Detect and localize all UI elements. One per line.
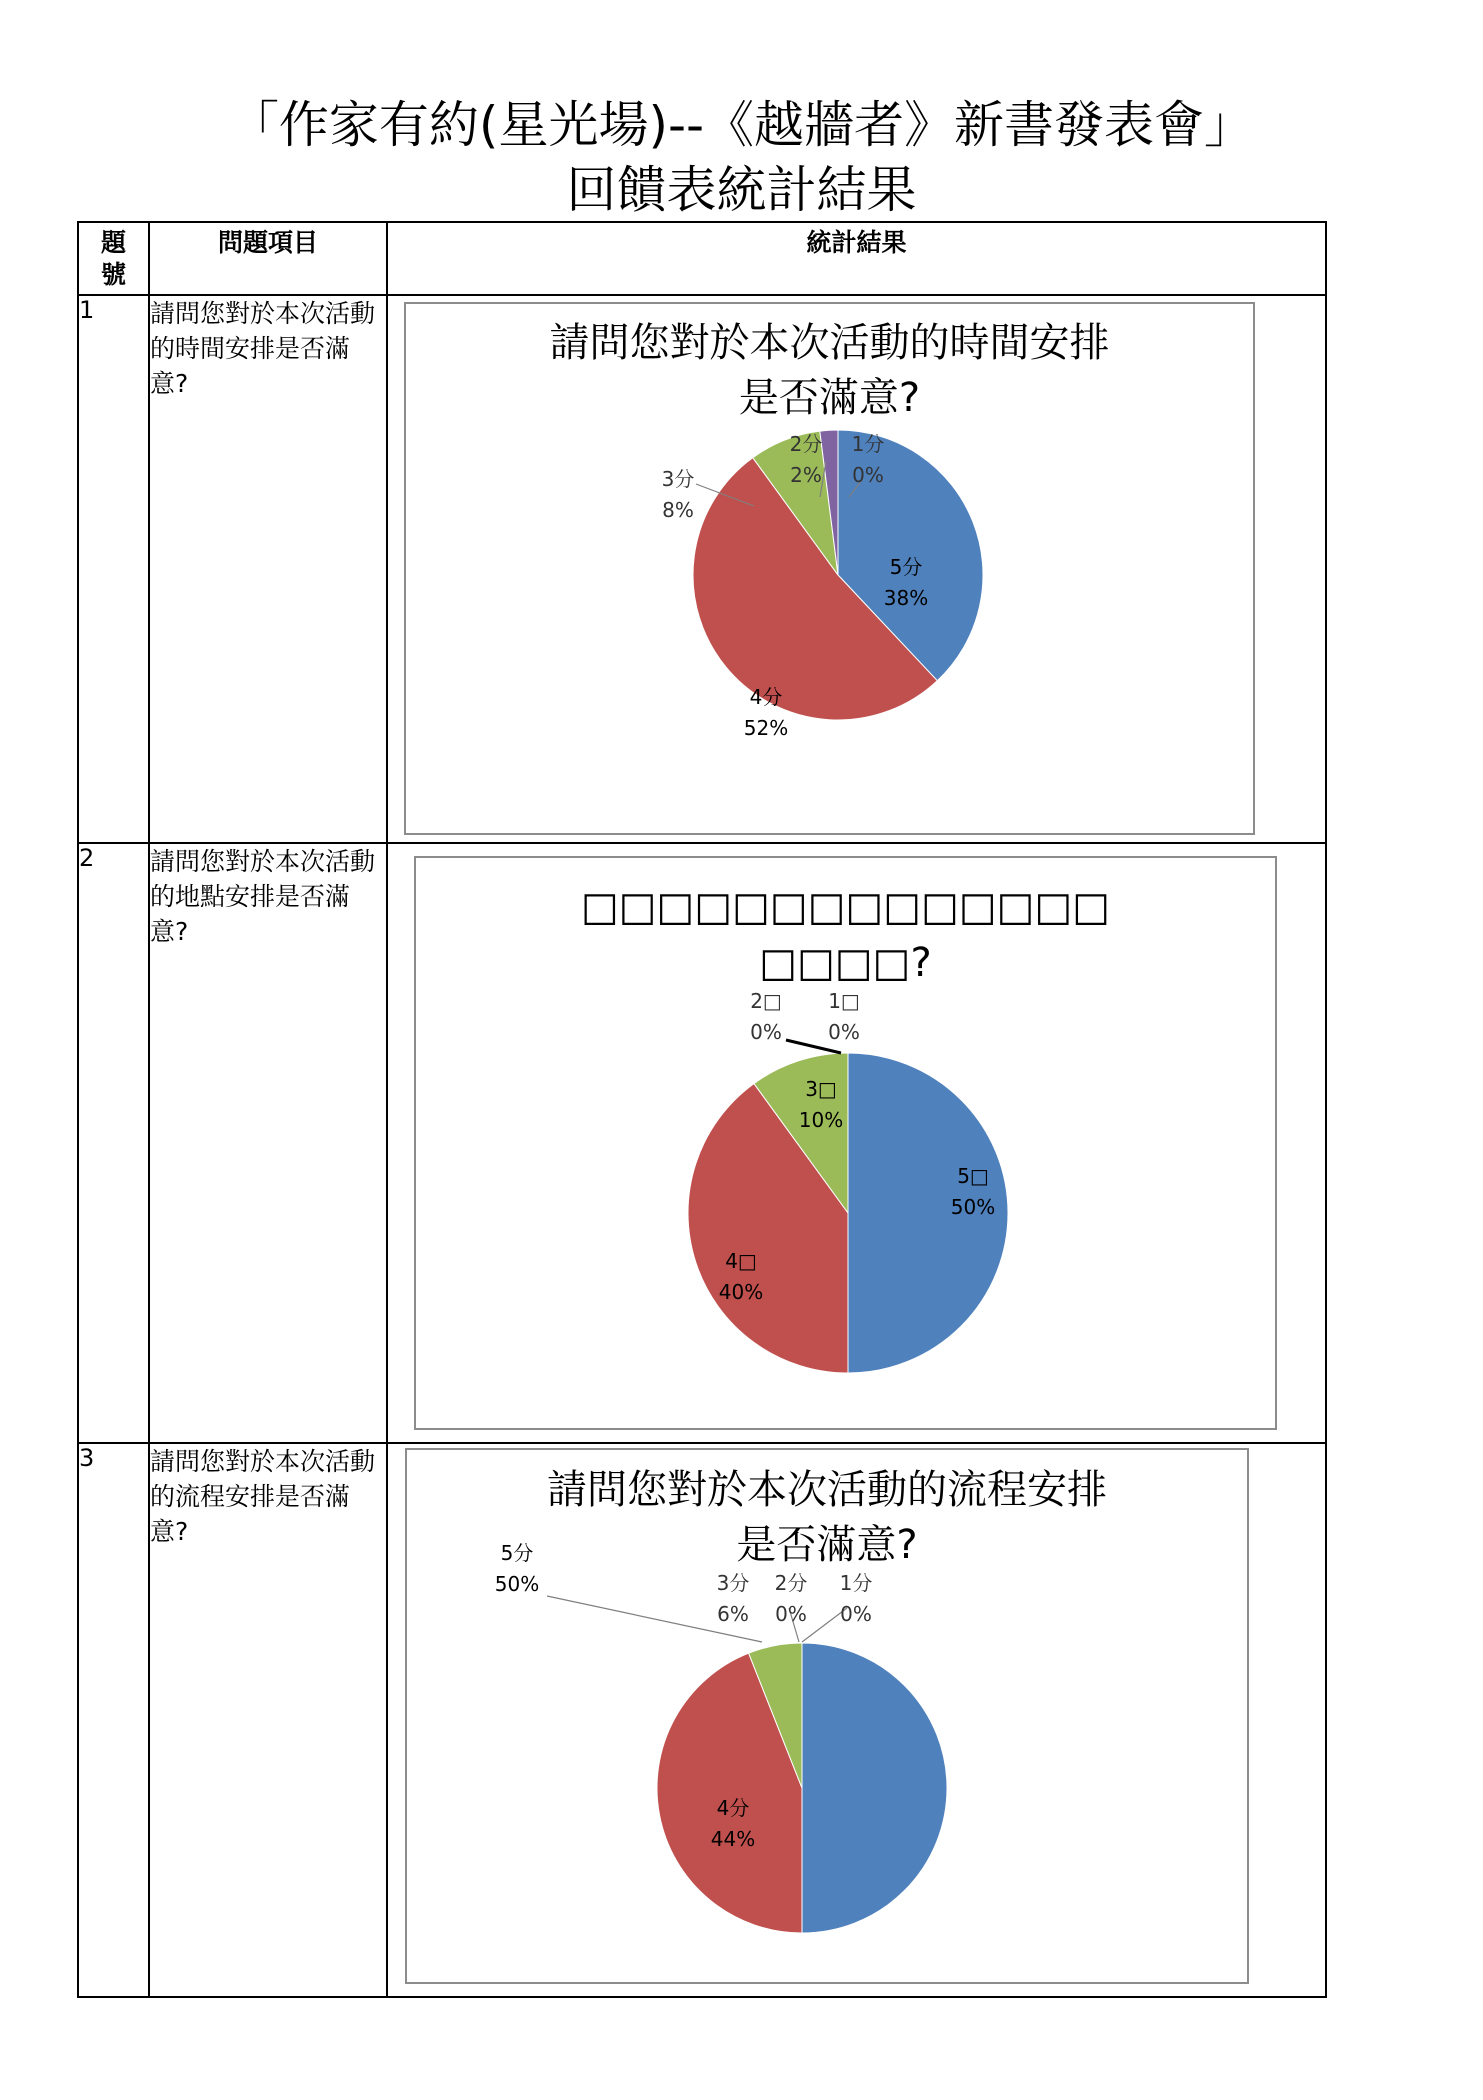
slice-value: 44% [710, 1827, 756, 1851]
question-text: 請問您對於本次活動的地點安排是否滿意? [149, 843, 387, 1443]
table-row [78, 843, 1326, 1443]
slice-value: 2% [790, 463, 822, 487]
question-text: 請問您對於本次活動的流程安排是否滿意? [149, 1443, 387, 1997]
feedback-table [77, 221, 1327, 1998]
slice-value: 50% [950, 1195, 996, 1219]
slice-label: 5分 [889, 555, 923, 579]
result-cell [387, 843, 1326, 1443]
row-number: 3 [78, 1443, 149, 1997]
row-number: 1 [78, 295, 149, 843]
result-cell [387, 295, 1326, 843]
slice-label: 2□ [750, 989, 782, 1013]
document-subtitle: 回饋表統計結果 [566, 161, 917, 219]
chart-title-line: 請問您對於本次活動的時間安排 [549, 320, 1110, 366]
slice-label: 1□ [828, 989, 860, 1013]
row-number: 2 [78, 843, 149, 1443]
header-result: 統計結果 [387, 222, 1326, 295]
table-row [78, 295, 1326, 843]
chart-title-line: 是否滿意? [736, 1522, 918, 1568]
slice-value: 50% [494, 1572, 540, 1596]
slice-label: 1分 [851, 432, 885, 456]
slice-value: 0% [750, 1020, 782, 1044]
slice-value: 6% [717, 1602, 749, 1626]
pie-chart-svg [416, 858, 1275, 1428]
slice-value: 38% [883, 586, 929, 610]
slice-label: 3分 [661, 467, 695, 491]
slice-value: 0% [840, 1602, 872, 1626]
slice-value: 0% [852, 463, 884, 487]
slice-label: 4分 [716, 1796, 750, 1820]
slice-label: 2分 [789, 432, 823, 456]
slice-label: 3分 [716, 1571, 750, 1595]
slice-label: 3□ [805, 1077, 837, 1101]
slice-label: 1分 [839, 1571, 873, 1595]
slice-value: 0% [775, 1602, 807, 1626]
slice-label: 5□ [957, 1164, 989, 1188]
chart-title-line: 請問您對於本次活動的流程安排 [547, 1467, 1107, 1513]
document-title: 「作家有約(星光場)--《越牆者》新書發表會」 [228, 96, 1255, 154]
slice-label: 2分 [774, 1571, 808, 1595]
header-question-item: 問題項目 [149, 222, 387, 295]
chart-title-line: □□□□□□□□□□□□□□ [580, 884, 1111, 930]
pie-chart-time [404, 302, 1255, 835]
table-header-row [78, 222, 1326, 295]
slice-value: 8% [662, 498, 694, 522]
pie-chart-process [405, 1448, 1249, 1984]
chart-title-line: 是否滿意? [738, 375, 921, 421]
table-row [78, 1443, 1326, 1997]
slice-value: 52% [743, 716, 789, 740]
pie-chart-svg [406, 304, 1253, 833]
slice-value: 40% [718, 1280, 764, 1304]
result-cell [387, 1443, 1326, 1997]
pie-chart-venue [414, 856, 1277, 1430]
header-number: 題號 [78, 222, 149, 295]
pie-slice-5 [802, 1643, 947, 1933]
pie-chart-svg [407, 1450, 1247, 1982]
slice-label: 5分 [500, 1541, 534, 1565]
slice-label: 4分 [749, 685, 783, 709]
slice-label: 4□ [725, 1249, 757, 1273]
chart-title-line: □□□□? [759, 940, 932, 986]
slice-value: 10% [798, 1108, 844, 1132]
slice-value: 0% [828, 1020, 860, 1044]
question-text: 請問您對於本次活動的時間安排是否滿意? [149, 295, 387, 843]
